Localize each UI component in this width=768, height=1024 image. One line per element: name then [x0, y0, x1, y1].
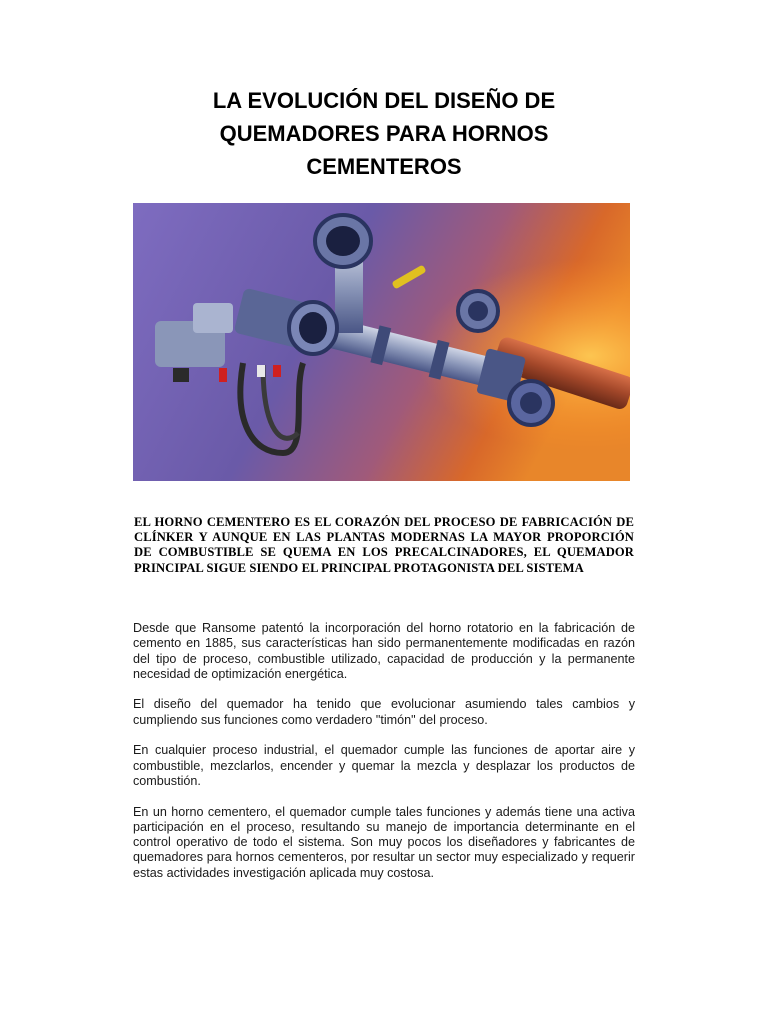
- burner-image: [133, 203, 630, 481]
- document-title: [120, 84, 648, 183]
- paragraph-4: En un horno cementero, el quemador cumple tales funciones y además tiene una activa participación en el proceso, resultando su manejo de importancia determinante en el control operativo de todo el sistema. Son muy pocos los diseñadores y fabricantes de quemadores para hornos cementeros, por resultar un sector muy especializado y requerir estas actividades investigación aplicada muy costosa.: [133, 804, 635, 880]
- paragraph-1: Desde que Ransome patentó la incorporación del horno rotatorio en la fabricación de cemento en 1885, sus características han sido permanentemente modificadas en razón del tipo de proceso, combustible utilizado, capacidad de producción y la permanente necesidad de optimización energética.: [133, 621, 635, 681]
- body-text: [133, 621, 635, 896]
- title-line-1: LA EVOLUCIÓN DEL DISEÑO DE: [212, 88, 556, 113]
- cement-kiln-burner-icon: [133, 203, 630, 481]
- title-line-3: CEMENTEROS: [306, 154, 462, 179]
- paragraph-2: El diseño del quemador ha tenido que evolucionar asumiendo tales cambios y cumpliendo sus funciones como verdadero "timón" del proceso.: [133, 697, 635, 727]
- lead-paragraph: EL HORNO CEMENTERO ES EL CORAZÓN DEL PROCESO DE FABRICACIÓN DE CLÍNKER Y AUNQUE EN LAS PLANTAS MODERNAS LA MAYOR PROPORCIÓN DE COMBUSTIBLE SE QUEMA EN LOS PRECALCINADORES, EL QUEMADOR PRINCIPAL SIGUE SIENDO EL PRINCIPAL PROTAGONISTA DEL SISTEMA: [134, 515, 634, 575]
- title-line-2: QUEMADORES PARA HORNOS: [219, 121, 549, 146]
- paragraph-3: En cualquier proceso industrial, el quemador cumple las funciones de aportar aire y combustible, mezclarlos, encender y quemar la mezcla y desplazar los productos de combustión.: [133, 743, 635, 788]
